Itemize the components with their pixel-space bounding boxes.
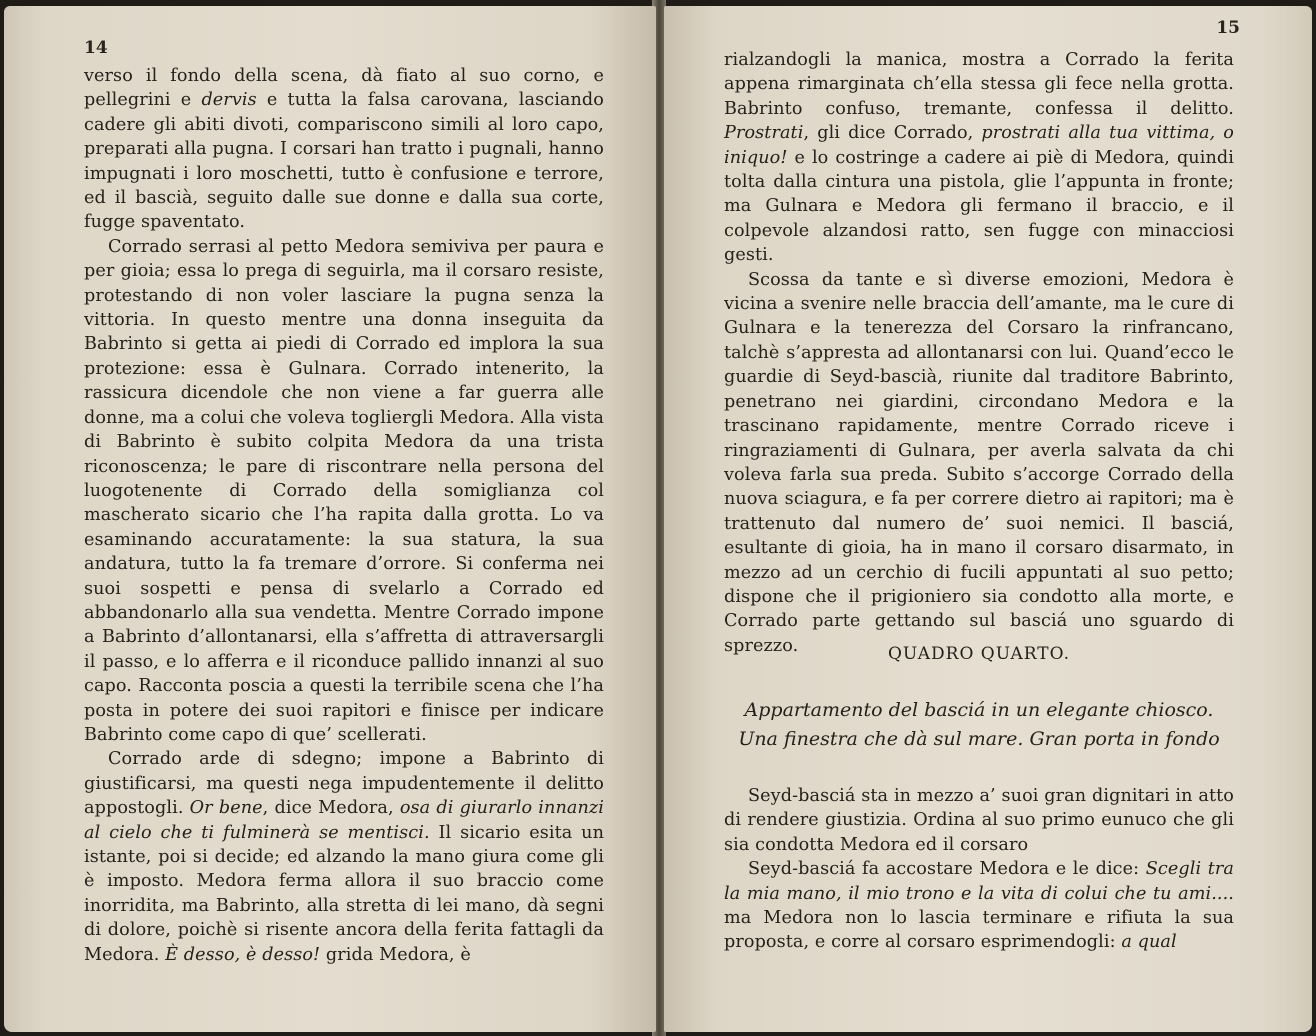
italic-text: Or bene xyxy=(189,798,263,819)
text-run: e lo costringe a cadere ai piè di Medora, quindi tolta dalla cintura una pistola, glie l’appunta in fronte; ma Gulnara e Medora gli fermano il braccio, e il colpevole alzandosi ratto, sen fugge con minacciosi gesti. xyxy=(724,147,1234,266)
paragraph xyxy=(724,784,1234,857)
left-page-text xyxy=(84,64,604,967)
scene-description xyxy=(724,696,1234,754)
text-run: Corrado arde di sdegno; impone a Babrinto di giustificarsi, ma questi nega impudentemente il delitto appostogli. xyxy=(84,749,604,819)
text-run: rialzandogli la manica, mostra a Corrado la ferita appena rimarginata ch’ella stessa gli fece nella grotta. Babrinto confuso, tremante, confessa il delitto. xyxy=(724,50,1234,119)
text-run: , dice Medora, xyxy=(262,798,400,819)
right-page-lower-text xyxy=(724,784,1234,955)
text-run: grida Medora, è xyxy=(320,944,471,965)
paragraph xyxy=(724,857,1234,955)
italic-text: prostrati alla tua vittima, o iniquo! xyxy=(724,123,1234,168)
italic-text: Prostrati xyxy=(724,123,804,144)
paragraph xyxy=(84,64,604,235)
right-page-text xyxy=(724,48,1234,658)
section-heading: QUADRO QUARTO. xyxy=(888,644,1070,664)
text-run: Il sicario esita un istante, poi si decide; ed alzando la mano giura come gli è imposto. Medora ferma allora il suo braccio come inorridita, ma Babrinto, alla stretta di lei mano, dà segni di dolore, poichè si risente ancora della ferita fattagli da Medora. xyxy=(84,822,604,965)
paragraph xyxy=(724,48,1234,268)
italic-text: È desso, è desso! xyxy=(165,944,321,965)
text-run: Corrado serrasi al petto Medora semiviva per paura e per gioia; essa lo prega di seguirla, ma il corsaro resiste, protestando di non voler lasciare la pugna senza la vittoria. In questo mentre una donna inseguita da Babrinto si getta ai piedi di Corrado ed implora la sua protezione: essa è Gulnara. Corrado intenerito, la rassicura dicendole che non viene a far guerra alle donne, ma a colui che voleva togliergli Medora. Alla vista di Babrinto è subito colpita Medora da una trista riconoscenza; le pare di riscontrare nella persona del luogotenente di Corrado della somiglianza col mascherato sicario che l’ha rapita dalla grotta. Lo va esaminando accuratamente: la sua statura, la sua andatura, tutto la fa tremare d’orrore. Si conferma nei suoi sospetti e pensa di svelarlo a Corrado ed abbandonarlo alla sua vendetta. Mentre Corrado impone a Babrinto d’allontanarsi, ella s’affretta di attraversargli il passo, e lo afferra e il riconduce pallido innanzi al suo capo. Racconta poscia a questi la terribile scena che l’ha posta in potere dei suoi rapitori e finisce per indicare Babrinto come capo di que’ scellerati. xyxy=(84,236,604,745)
italic-text: a qual xyxy=(1121,932,1177,953)
text-run: e tutta la falsa carovana, lasciando cadere gli abiti divoti, compariscono simili al loro capo, preparati alla pugna. I corsari han tratto i pugnali, hanno impugnati i loro moschetti, tutto è confusione e terrore, ed il bascià, seguito dalle sue donne e dalla sua corte, fugge spaventato. xyxy=(84,90,604,233)
scene-description-line: Una finestra che dà sul mare. Gran porta in fondo xyxy=(738,728,1220,750)
text-run: Seyd-basciá sta in mezzo a’ suoi gran dignitari in atto di rendere giustizia. Ordina al suo primo eunuco che gli sia condotta Medora ed il corsaro xyxy=(724,786,1234,855)
left-page-number: 14 xyxy=(84,38,108,58)
italic-text: dervis xyxy=(201,90,257,111)
text-run: ma Medora non lo lascia terminare e rifiuta la sua proposta, e corre al corsaro esprimendogli: xyxy=(724,908,1234,953)
text-run: Scossa da tante e sì diverse emozioni, Medora è vicina a svenire nelle braccia dell’amante, ma le cure di Gulnara e la tenerezza del Corsaro la rinfrancano, talchè s’appresta ad allontanarsi con lui. Quand’ecco le guardie di Seyd-bascià, riunite dal traditore Babrinto, penetrano nei giardini, circondano Medora e la trascinano rapidamente, mentre Corrado riceve i ringraziamenti di Gulnara, per averla salvata da chi voleva farla sua preda. Subito s’accorge Corrado della nuova sciagura, e fa per correre dietro ai rapitori; ma è trattenuto dal numero de’ suoi nemici. Il basciá, esultante di gioia, ha in mano il corsaro disarmato, in mezzo ad un cerchio di fucili appuntati al suo petto; dispone che il prigioniero sia condotto alla morte, e Corrado parte gettando sul basciá uno sguardo di sprezzo. xyxy=(724,269,1234,656)
scene-description-line: Appartamento del basciá in un elegante chiosco. xyxy=(744,699,1214,721)
paragraph xyxy=(724,268,1234,659)
italic-text: Scegli tra la mia mano, il mio trono e la vita di colui che tu ami.... xyxy=(724,859,1234,904)
paragraph xyxy=(84,747,604,967)
text-run: verso il fondo della scena, dà fiato al suo corno, e pellegrini e xyxy=(84,66,604,111)
left-page xyxy=(4,6,656,1032)
text-run: Seyd-basciá fa accostare Medora e le dice: xyxy=(748,859,1146,880)
paragraph xyxy=(84,235,604,748)
right-page-number: 15 xyxy=(1216,18,1240,38)
text-run: , gli dice Corrado, xyxy=(803,123,982,144)
italic-text: osa di giurarlo innanzi al cielo che ti fulminerà se mentisci. xyxy=(84,798,604,843)
right-page xyxy=(664,6,1312,1032)
